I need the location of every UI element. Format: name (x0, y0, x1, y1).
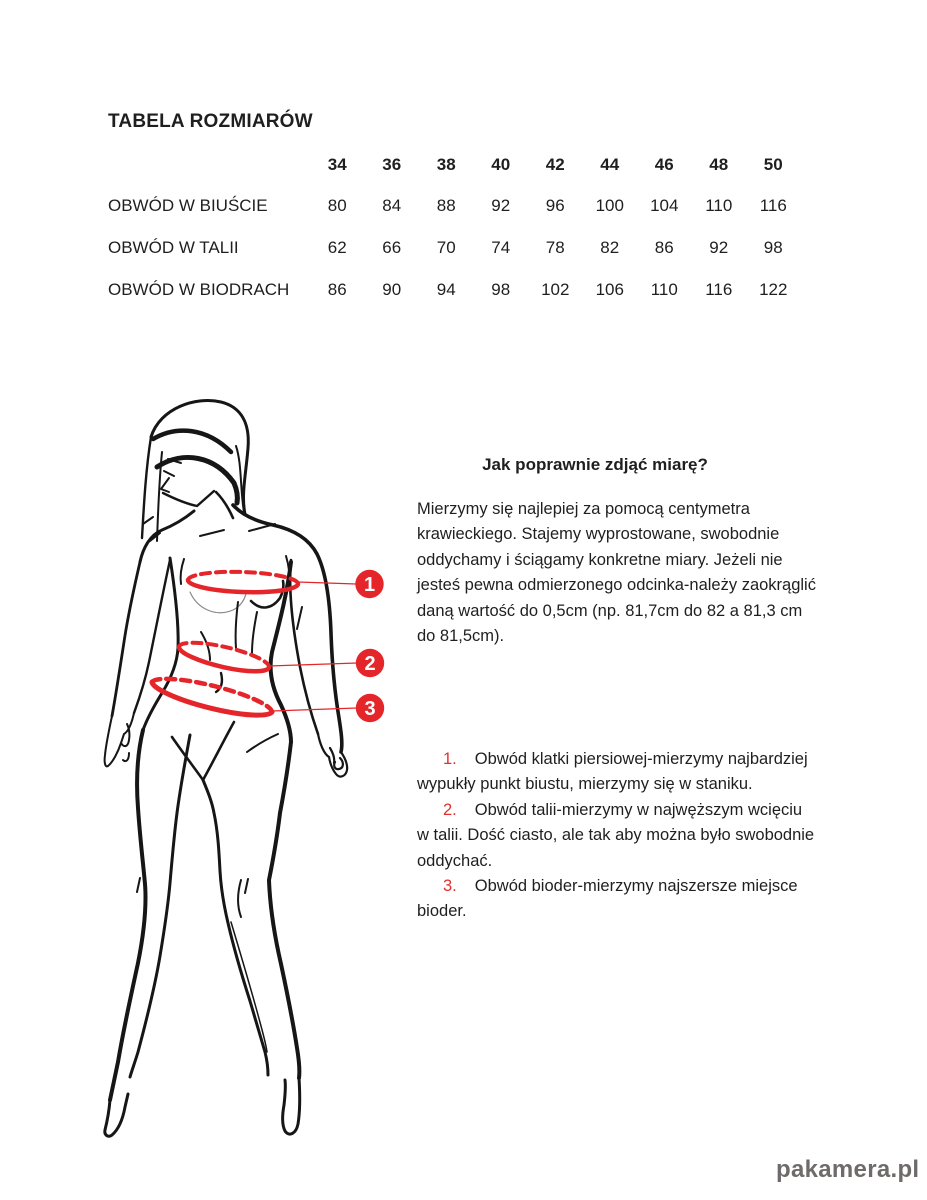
knee-stroke (137, 878, 140, 892)
right-leg-outer-stroke (269, 742, 299, 1078)
bust-value: 100 (595, 196, 624, 215)
row-label-waist: OBWÓD W TALII (108, 238, 239, 257)
waist-value: 98 (763, 238, 783, 257)
guide-heading: Jak poprawnie zdjąć miarę? (482, 455, 708, 474)
measurement-steps-list (417, 747, 814, 925)
marker-number: 2 (364, 653, 376, 675)
step-number: 2. (443, 800, 457, 819)
step-text: bioder. (417, 902, 467, 921)
knee-stroke (238, 880, 241, 917)
waist-value: 62 (327, 238, 347, 257)
marker-connector-line (269, 663, 357, 666)
hips-value: 106 (595, 280, 624, 299)
marker-number: 1 (363, 574, 376, 596)
bust-value: 92 (491, 196, 511, 215)
waist-value: 92 (709, 238, 729, 257)
intro-line: daną wartość do 0,5cm (np. 81,7cm do 82 a 81,3 cm (417, 601, 803, 620)
figure-sketch (105, 400, 348, 1136)
row-label-bust: OBWÓD W BIUŚCIE (108, 196, 268, 215)
waist-measure-solid (179, 647, 269, 671)
table-row-hips (108, 280, 801, 300)
marker-hips (356, 694, 384, 722)
face-stroke (164, 471, 174, 476)
size-column-header: 44 (600, 155, 620, 174)
step-text: Obwód bioder-mierzymy najszersze miejsce (474, 877, 798, 896)
waist-value: 86 (654, 238, 674, 257)
row-label-hips: OBWÓD W BIODRACH (108, 280, 290, 299)
bust-measure-dashed (188, 572, 298, 584)
bust-value: 104 (650, 196, 679, 215)
waist-value: 78 (545, 238, 565, 257)
step-text: w talii. Dość ciasto, ale tak aby można było swobodnie (417, 826, 815, 845)
left-hand-stroke (105, 713, 134, 766)
step-number: 3. (443, 877, 457, 896)
table-row-bust (108, 196, 801, 216)
hips-value: 122 (759, 280, 788, 299)
waist-value: 70 (436, 238, 456, 257)
hips-value: 102 (541, 280, 570, 299)
size-column-header: 38 (436, 155, 456, 174)
collarbone-stroke (200, 530, 224, 536)
waist-measure-dashed (179, 643, 269, 667)
waist-value: 82 (600, 238, 620, 257)
bust-value: 96 (545, 196, 565, 215)
step-number: 1. (443, 750, 457, 768)
hips-value: 98 (491, 280, 511, 299)
guide-intro-paragraph (417, 497, 816, 649)
bust-value: 88 (436, 196, 456, 215)
left-shoulder-stroke (140, 511, 194, 562)
bust-value: 110 (705, 196, 733, 215)
left-torso-stroke (143, 558, 178, 730)
hips-value: 86 (327, 280, 347, 299)
step-item-1 (443, 747, 814, 772)
abdomen-stroke (201, 632, 210, 660)
waist-value: 66 (382, 238, 402, 257)
page-title: TABELA ROZMIARÓW (108, 111, 313, 132)
jaw-neck-stroke (216, 492, 233, 518)
table-row-waist (108, 238, 801, 258)
panty-stroke (203, 722, 234, 780)
step-item-3 (443, 874, 814, 899)
step-text: Obwód klatki piersiowej-mierzymy najbardziej (474, 750, 808, 768)
measurement-figure-illustration (55, 390, 390, 1145)
step-text: wypukły punkt biustu, mierzymy się w staniku. (417, 775, 753, 794)
right-leg-inner-stroke (203, 780, 268, 1075)
size-table (108, 155, 808, 310)
marker-number: 3 (364, 698, 376, 720)
hip-detail-stroke (247, 734, 278, 752)
intro-line: Mierzymy się najlepiej za pomocą centymetra (417, 500, 750, 518)
hair-stroke (143, 517, 153, 524)
size-column-header: 46 (654, 155, 674, 174)
shin-stroke (231, 922, 267, 1052)
breast-stroke (181, 559, 184, 584)
collarbone-stroke (249, 524, 275, 531)
size-column-header: 50 (763, 155, 783, 174)
abdomen-stroke (252, 612, 257, 653)
step-text: Obwód talii-mierzymy w najwęższym wcięciu (474, 800, 803, 819)
bust-value: 116 (759, 196, 787, 215)
size-table-header-row (108, 155, 801, 175)
hips-value: 94 (436, 280, 456, 299)
right-foot-stroke (283, 1078, 300, 1134)
arm-detail-stroke (297, 607, 302, 629)
bust-value: 80 (327, 196, 347, 215)
intro-line: jesteś pewna odmierzonego odcinka-należy zaokrąglić (417, 576, 816, 595)
hair-fringe-stroke (153, 431, 231, 452)
intro-line: oddychamy i ściągamy konkretne miary. Jeżeli nie (417, 550, 783, 569)
watermark-logo: pakamera.pl (776, 1156, 920, 1183)
left-arm-outer-stroke (112, 562, 140, 716)
hips-value: 116 (705, 280, 733, 299)
intro-line: do 81,5cm). (417, 627, 505, 646)
size-column-header: 36 (382, 155, 402, 174)
size-column-header: 48 (709, 155, 729, 174)
size-column-header: 34 (327, 155, 347, 174)
marker-bust (355, 570, 383, 598)
step-item-2 (443, 798, 814, 823)
waist-value: 74 (491, 238, 511, 257)
size-column-header: 40 (491, 155, 511, 174)
knee-stroke (245, 879, 248, 893)
hips-value: 110 (650, 280, 678, 299)
bust-measure-solid (188, 580, 298, 592)
hips-value: 90 (382, 280, 402, 299)
face-nose-stroke (161, 478, 169, 492)
size-table-corner (108, 155, 310, 175)
intro-line: krawieckiego. Stajemy wyprostowane, swobodnie (417, 525, 780, 544)
bust-value: 84 (382, 196, 402, 215)
size-column-header: 42 (545, 155, 565, 174)
step-text: oddychać. (417, 851, 493, 870)
face-chin-stroke (163, 491, 214, 506)
marker-waist (356, 649, 384, 677)
